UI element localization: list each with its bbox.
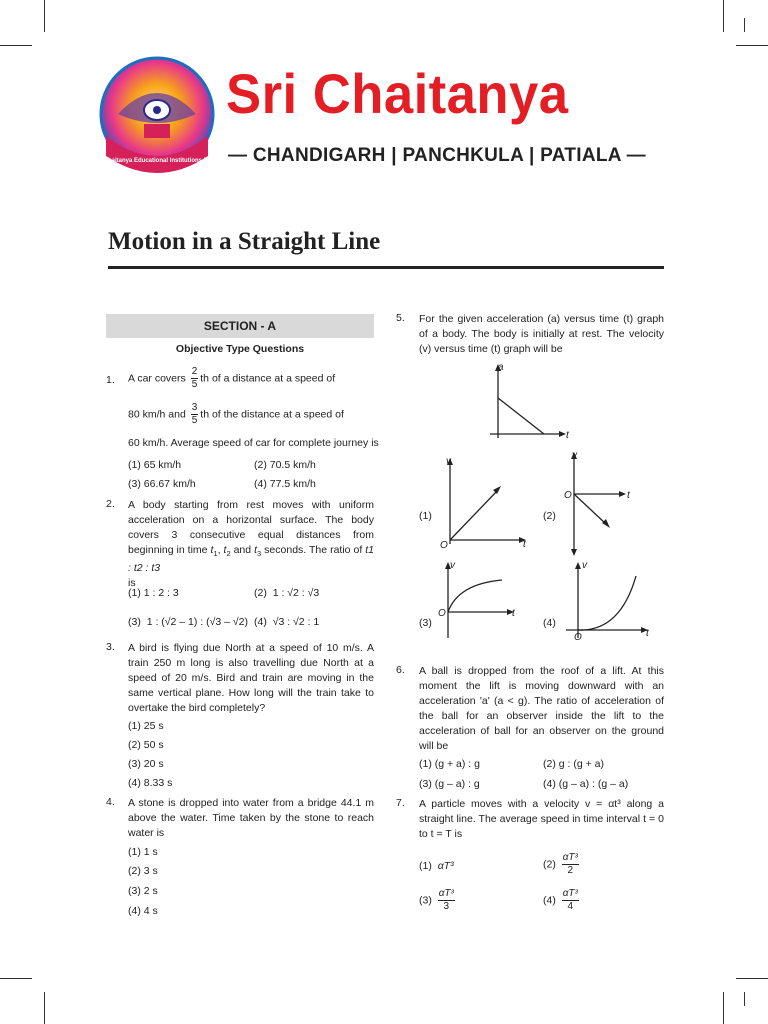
- option-4: (4) (g – a) : (g – a): [543, 778, 629, 790]
- crop-mark: [744, 992, 745, 1006]
- velocity-graph-option-2: [562, 446, 642, 558]
- svg-text:t: t: [512, 608, 515, 619]
- svg-text:O: O: [574, 632, 582, 643]
- axis-label-t: t: [566, 430, 569, 441]
- option-3: (3) 66.67 km/h: [128, 478, 196, 490]
- section-subheading: Objective Type Questions: [175, 343, 305, 355]
- question-5-text: For the given acceleration (a) versus time (t) graph of a body. The body is initially at rest. The velocity (v) versus time (t) graph will be: [419, 313, 664, 355]
- option-4: (4) 4 s: [128, 905, 158, 917]
- question-1-line-1: A car covers $\frac{2}{5}$ th of a distance at a speed of: [128, 366, 336, 390]
- svg-text:t: t: [646, 628, 649, 639]
- svg-text:O: O: [440, 540, 448, 551]
- crop-mark: [0, 45, 32, 46]
- question-3-number: 3.: [106, 641, 115, 653]
- svg-text:v: v: [572, 450, 577, 461]
- option-1: (1): [419, 510, 432, 522]
- option-3: (3) 20 s: [128, 758, 164, 770]
- question-7-number: 7.: [396, 797, 405, 809]
- svg-text:v: v: [450, 560, 455, 571]
- option-2: (2) 3 s: [128, 865, 158, 877]
- velocity-graph-option-4: [564, 558, 660, 644]
- crop-mark: [736, 978, 768, 979]
- svg-text:O: O: [438, 608, 446, 619]
- question-4-number: 4.: [106, 796, 115, 808]
- question-6-text: A ball is dropped from the roof of a lift. At this moment the lift is moving downward with an acceleration 'a' (a < g). The ratio of acceleration of the ball for an observer inside the lift to the acceleration of ball for an observer on the ground will be: [419, 665, 664, 752]
- option-3: (3) 1 : (√2 – 1) : (√3 – √2): [128, 616, 249, 628]
- brand-subtitle: — CHANDIGARH | PANCHKULA | PATIALA —: [228, 145, 646, 166]
- option-1: (1) (g + a) : g: [419, 758, 480, 770]
- option-1: (1) 25 s: [128, 720, 164, 732]
- option-3: (3) 2 s: [128, 885, 158, 897]
- option-2: (2): [543, 510, 556, 522]
- option-2: (2) 70.5 km/h: [254, 459, 316, 471]
- question-2-text: A body starting from rest moves with uniform acceleration on a horizontal surface. The body covers 3 consecutive equal distances from beginning in time $t_1$, $t_2$ and $t_3$ seconds. The ratio of t1 : t2 : t3 is: [128, 499, 375, 590]
- option-4: (4) 8.33 s: [128, 777, 173, 789]
- question-2-number: 2.: [106, 498, 115, 510]
- option-4: (4): [543, 617, 556, 629]
- question-3-text: A bird is flying due North at a speed of 10 m/s. A train 250 m long is also travelling due North at a speed of 20 m/s. Bird and train are moving in the same vertical plane. How long will the train take to overtake the bird completely?: [128, 642, 374, 714]
- option-1: (1) 65 km/h: [128, 459, 182, 471]
- question-4-text: A stone is dropped into water from a bridge 44.1 m above the water. Time taken by the stone to reach water is: [128, 797, 374, 839]
- crop-mark: [44, 992, 45, 1024]
- svg-text:O: O: [564, 490, 572, 501]
- crop-mark: [44, 0, 45, 32]
- question-7-text: A particle moves with a velocity v = αt³ along a straight line. The average speed in time interval t = 0 to t = T is: [419, 798, 664, 840]
- brand-name: Sri Chaitanya: [226, 62, 569, 125]
- option-2: (2) g : (g + a): [543, 758, 604, 770]
- option-1: (1) 1 : 2 : 3: [128, 587, 179, 599]
- question-6-number: 6.: [396, 664, 405, 676]
- svg-text:v: v: [446, 456, 451, 467]
- question-1-number: 1.: [106, 374, 115, 386]
- option-1: (1) αT³: [419, 860, 454, 872]
- option-3: (3) (g – a) : g: [419, 778, 480, 790]
- svg-text:t: t: [523, 539, 526, 550]
- document-title: Motion in a Straight Line: [108, 228, 381, 255]
- graph-line: [498, 398, 544, 434]
- option-2: (2) 50 s: [128, 739, 164, 751]
- section-header: SECTION - A: [106, 314, 374, 338]
- option-4: (4) √3 : √2 : 1: [254, 616, 320, 628]
- option-2: (2) 1 : √2 : √3: [254, 587, 320, 599]
- question-5-number: 5.: [396, 312, 405, 324]
- axis-label-a: a: [498, 362, 504, 373]
- acceleration-time-graph: [486, 362, 576, 448]
- crop-mark: [0, 978, 32, 979]
- logo-text: Sri Chaitanya Educational Institutions INDIA: [98, 158, 216, 164]
- velocity-graph-option-1: [436, 452, 532, 552]
- option-2: (2) $\frac{\text{αT³}}{2}$: [543, 852, 578, 876]
- option-4: (4) 77.5 km/h: [254, 478, 316, 490]
- option-1: (1) 1 s: [128, 846, 158, 858]
- question-1-line-2: 80 km/h and $\frac{3}{5}$ th of the distance at a speed of: [128, 402, 344, 426]
- title-divider: [108, 266, 664, 269]
- option-4: (4) $\frac{\text{αT³}}{4}$: [543, 888, 578, 912]
- velocity-graph-option-3: [434, 558, 524, 644]
- question-1-line-3: 60 km/h. Average speed of car for complete journey is: [128, 437, 379, 449]
- crop-mark: [744, 18, 745, 32]
- svg-text:v: v: [582, 560, 587, 571]
- crop-mark: [723, 992, 724, 1024]
- crop-mark: [736, 45, 768, 46]
- option-3: (3): [419, 617, 432, 629]
- crop-mark: [723, 0, 724, 32]
- institution-logo: [98, 52, 216, 184]
- svg-text:t: t: [627, 490, 630, 501]
- option-3: (3) $\frac{\text{αT³}}{3}$: [419, 888, 454, 912]
